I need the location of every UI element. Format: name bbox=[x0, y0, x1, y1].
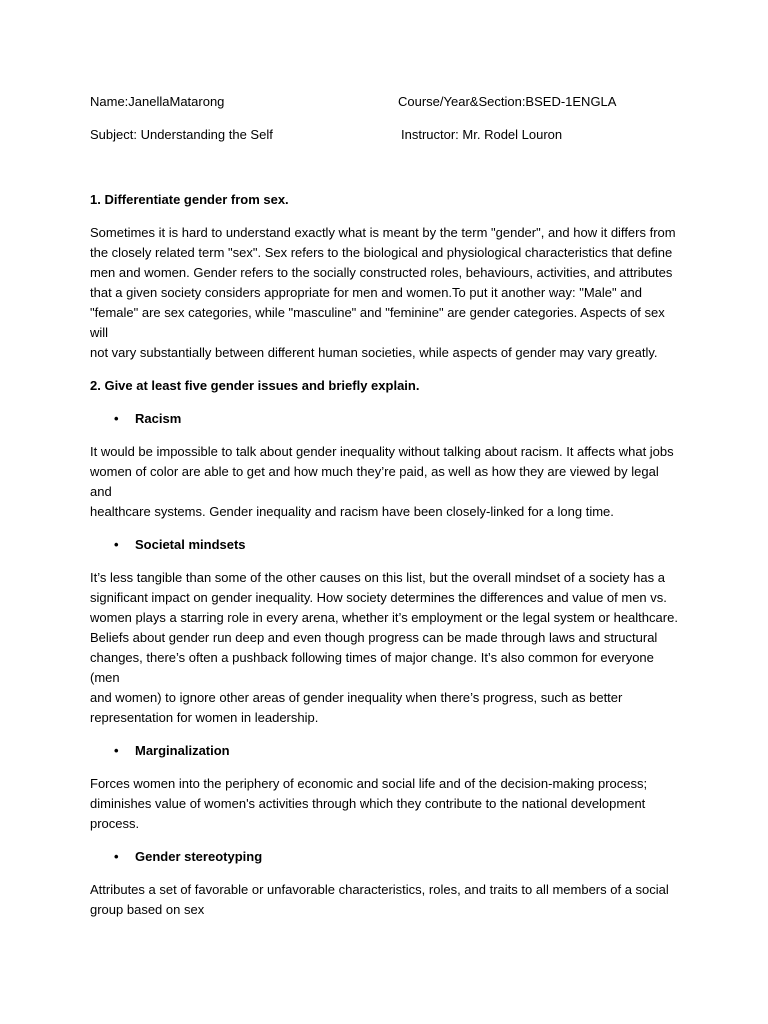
answer-line: men and women. Gender refers to the socially constructed roles, behaviours, activities, and attributes bbox=[90, 265, 673, 280]
issue-line: diminishes value of women's activities through which they contribute to the national development bbox=[90, 796, 646, 811]
header-row-1 bbox=[90, 92, 690, 112]
subject: Subject: Understanding the Self bbox=[90, 127, 273, 142]
header-row-2 bbox=[90, 125, 690, 145]
issue-line: It would be impossible to talk about gender inequality without talking about racism. It affects what jobs bbox=[90, 444, 674, 459]
issue-gender-stereotyping-text bbox=[90, 880, 680, 920]
issue-racism-text bbox=[90, 442, 680, 522]
answer-line: "female" are sex categories, while "masculine" and "feminine" are gender categories. Aspects of sex will bbox=[90, 305, 665, 340]
instructor: Instructor: Mr. Rodel Louron bbox=[401, 127, 563, 142]
issue-title: Gender stereotyping bbox=[135, 849, 263, 864]
issue-title: Societal mindsets bbox=[135, 537, 246, 552]
issue-line: changes, there’s often a pushback following times of major change. It’s also common for everyone (men bbox=[90, 650, 654, 685]
issue-line: process. bbox=[90, 816, 140, 831]
issue-bullet-gender-stereotyping bbox=[90, 847, 680, 867]
question-1-heading: 1. Differentiate gender from sex. bbox=[90, 192, 289, 207]
issue-title: Racism bbox=[135, 411, 182, 426]
issue-line: women plays a starring role in every arena, whether it’s employment or the legal system or healthcare. bbox=[90, 610, 678, 625]
bullet-icon: • bbox=[114, 537, 119, 552]
answer-line: the closely related term "sex". Sex refers to the biological and physiological characteristics that define bbox=[90, 245, 673, 260]
issue-marginalization-text bbox=[90, 774, 680, 834]
issue-societal-mindsets-text bbox=[90, 568, 680, 728]
student-name: Name:JanellaMatarong bbox=[90, 94, 225, 109]
bullet-icon: • bbox=[114, 411, 119, 426]
bullet-icon: • bbox=[114, 743, 119, 758]
issue-bullet-racism bbox=[90, 409, 680, 429]
issue-line: women of color are able to get and how much they’re paid, as well as how they are viewed by legal and bbox=[90, 464, 659, 499]
issue-line: and women) to ignore other areas of gender inequality when there’s progress, such as better bbox=[90, 690, 623, 705]
issue-line: Attributes a set of favorable or unfavorable characteristics, roles, and traits to all members of a social bbox=[90, 882, 669, 897]
course-section: Course/Year&Section:BSED-1ENGLA bbox=[398, 94, 617, 109]
issue-line: group based on sex bbox=[90, 902, 205, 917]
answer-line: Sometimes it is hard to understand exactly what is meant by the term "gender", and how it differs from bbox=[90, 225, 676, 240]
answer-line: not vary substantially between different human societies, while aspects of gender may vary greatly. bbox=[90, 345, 658, 360]
issue-bullet-societal-mindsets bbox=[90, 535, 680, 555]
issue-line: Beliefs about gender run deep and even though progress can be made through laws and structural bbox=[90, 630, 658, 645]
issue-line: significant impact on gender inequality. How society determines the differences and value of men vs. bbox=[90, 590, 667, 605]
issue-line: representation for women in leadership. bbox=[90, 710, 319, 725]
question-2-heading: 2. Give at least five gender issues and briefly explain. bbox=[90, 378, 420, 393]
issue-line: healthcare systems. Gender inequality and racism have been closely-linked for a long time. bbox=[90, 504, 614, 519]
question-1-answer bbox=[90, 223, 680, 363]
issue-bullet-marginalization bbox=[90, 741, 680, 761]
issue-title: Marginalization bbox=[135, 743, 230, 758]
bullet-icon: • bbox=[114, 849, 119, 864]
issue-line: Forces women into the periphery of economic and social life and of the decision-making process; bbox=[90, 776, 648, 791]
issue-line: It’s less tangible than some of the other causes on this list, but the overall mindset of a society has a bbox=[90, 570, 665, 585]
document-body bbox=[90, 190, 680, 920]
answer-line: that a given society considers appropriate for men and women.To put it another way: "Male" and bbox=[90, 285, 642, 300]
